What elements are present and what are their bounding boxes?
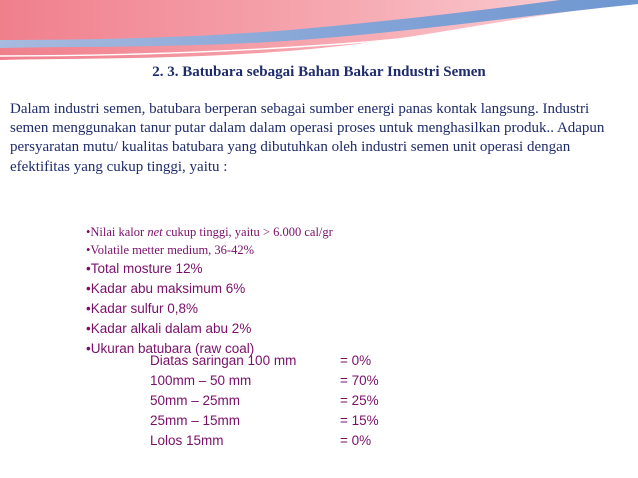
size-value: = 70% — [340, 373, 379, 388]
size-distribution-list — [150, 351, 450, 451]
size-label: 100mm – 50 mm — [150, 373, 252, 388]
size-value: = 15% — [340, 413, 379, 428]
slide-title: 2. 3. Batubara sebagai Bahan Bakar Industri Semen — [152, 64, 486, 80]
bullet-calorific-prefix: •Nilai kalor — [86, 225, 148, 239]
size-row — [150, 411, 450, 431]
intro-paragraph: Dalam industri semen, batubara berperan sebagai sumber energi panas kontak langsung. Industri semen menggunakan tanur putar dalam dalam operasi proses untuk menghasilkan produk.. Adapun persyaratan mutu/ kualitas batubara yang dibutuhkan oleh industri semen unit operasi dengan efektifitas yang cukup tinggi, yaitu : — [10, 101, 605, 175]
bullet-calorific-italic: net — [147, 225, 163, 239]
size-row — [150, 431, 450, 451]
size-value: = 25% — [340, 393, 379, 408]
bullet-coal-size: •Ukuran batubara (raw coal) — [86, 341, 255, 356]
header-wave-decoration — [0, 0, 638, 70]
size-label: 25mm – 15mm — [150, 413, 241, 428]
size-label: Lolos 15mm — [150, 433, 224, 448]
size-value: = 0% — [340, 433, 372, 448]
size-value: = 0% — [340, 353, 372, 368]
size-label: Diatas saringan 100 mm — [150, 353, 297, 368]
bullet-alkali-content: •Kadar alkali dalam abu 2% — [86, 321, 252, 336]
bullet-calorific-value — [86, 223, 606, 241]
bullet-ash-content: •Kadar abu maksimum 6% — [86, 281, 246, 296]
bullet-sulfur-content: •Kadar sulfur 0,8% — [86, 301, 199, 316]
bullet-total-moisture: •Total mosture 12% — [86, 261, 203, 276]
size-label: 50mm – 25mm — [150, 393, 241, 408]
size-row — [150, 391, 450, 411]
size-row — [150, 371, 450, 391]
size-row — [150, 351, 450, 371]
bullet-list — [86, 223, 606, 359]
bullet-calorific-suffix: cukup tinggi, yaitu > 6.000 cal/gr — [162, 225, 333, 239]
bullet-volatile-matter: •Volatile metter medium, 36-42% — [86, 243, 254, 257]
